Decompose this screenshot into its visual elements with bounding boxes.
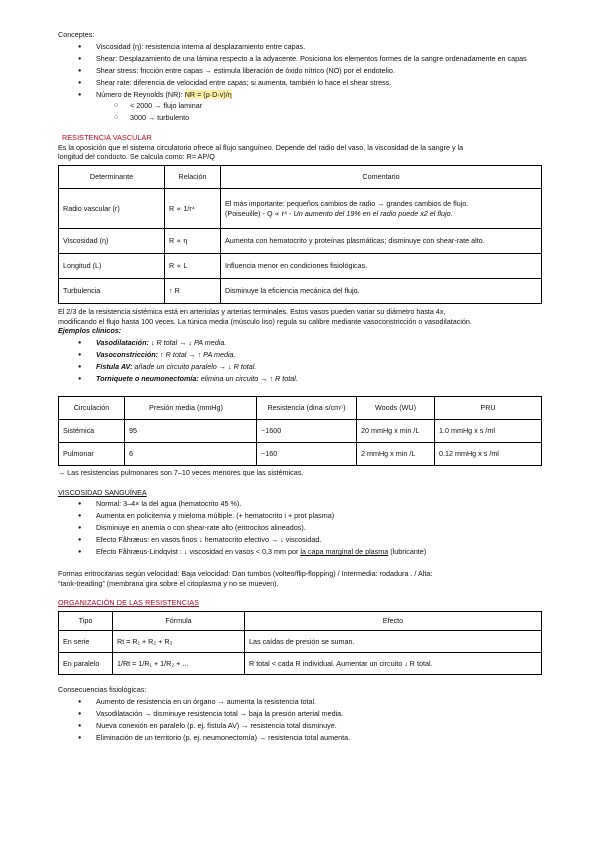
list-item: ● Shear stress: fricción entre capas → estimula liberación de óxido nítrico (NO) por el endotelio.: [58, 66, 542, 76]
table-row: [59, 279, 542, 304]
circulacion-table: [58, 396, 542, 466]
ejemplo-label: Fístula AV:: [96, 362, 133, 372]
conceptes-list: [58, 42, 542, 99]
poiseuille-note: Un aumento del 19% en el radio puede x2 el flujo.: [293, 208, 453, 218]
table-row: [59, 442, 542, 465]
table-header-cell: Presión media (mmHg): [125, 396, 257, 419]
conceptes-title: Conceptes:: [58, 30, 95, 39]
table-cell: 0.12 mmHg x s /ml: [435, 442, 542, 465]
lindqvist-underlined: la capa marginal de plasma: [300, 547, 389, 557]
list-item: ● Vasodilatación → disminuye resistencia total → baja la presión arterial media.: [58, 709, 542, 719]
formas-line1: Formas eritrocitarias según velocidad: Baja velocidad: Dan tumbos (volteo/flip-flopping) / Intermedia: rodadura . / Alta:: [58, 568, 433, 578]
table-row: [59, 189, 542, 229]
resistencia-intro-line1: Es la oposición que el sistema circulatorio ofrece al flujo sanguíneo. Depende del radio del vaso, la viscosidad de la sangre y la: [58, 142, 464, 152]
table-row: [59, 254, 542, 279]
table-cell: Radio vascular (r): [59, 189, 165, 229]
list-item: ● Normal: 3–4× la del agua (hematocrito 45 %).: [58, 499, 542, 509]
lindqvist-text: Efecto Fåhræus-Lindqvist : ↓ viscosidad en vasos < 0,3 mm por: [96, 547, 301, 557]
formas-line2: “tank-treading” (membrana gira sobre el citoplasma y no se mueven).: [58, 578, 279, 588]
table-header-cell: Fórmula: [113, 611, 245, 630]
ejemplo-text: ↑ R total → ↑ PA media.: [158, 350, 236, 360]
resistencia-intro-line2: longitud del conducto. Se calcula como: R= AP/Q: [58, 152, 215, 162]
table-cell: Viscosidad (η): [59, 229, 165, 254]
table-header-cell: Determinante: [59, 166, 165, 189]
table-cell: 2 mmHg x min /L: [357, 442, 435, 465]
list-item: ● Shear rate: diferencia de velocidad entre capas; si aumenta, también lo hace el shear stress.: [58, 78, 542, 88]
ejemplo-text: añade un circuito paralelo → ↓ R total.: [132, 362, 257, 372]
list-item: ● Nueva conexión en paralelo (p. ej. fístula AV) → resistencia total disminuye.: [58, 721, 542, 731]
table-cell: ~1600: [257, 419, 357, 442]
table-header-cell: Comentario: [221, 166, 542, 189]
table-row: [59, 652, 542, 674]
table-cell: En paralelo: [59, 652, 113, 674]
table-header-cell: Efecto: [245, 611, 542, 630]
list-item: ● Viscosidad (η): resistencia interna al desplazamiento entre capas.: [58, 42, 542, 52]
list-item: [58, 547, 542, 557]
ejemplo-label: Vasoconstricción:: [96, 350, 159, 360]
table-header-cell: Tipo: [59, 611, 113, 630]
viscosidad-list: [58, 499, 542, 556]
table-cell: R ∝ η: [165, 229, 221, 254]
table-cell: R ∝ L: [165, 254, 221, 279]
table-cell: Rt = R₁ + R₂ + R₃: [113, 630, 245, 652]
list-item: ● Aumento de resistencia en un órgano → aumenta la resistencia total.: [58, 697, 542, 707]
table-header-cell: Woods (WU): [357, 396, 435, 419]
list-item: ○ 3000 → turbulento: [102, 113, 542, 123]
table-cell: Influencia menor en condiciones fisiológicas.: [221, 254, 542, 279]
list-item: [58, 350, 542, 360]
table-cell: R ∝ 1/r⁴: [165, 189, 221, 229]
table-header-row: [59, 166, 542, 189]
reynolds-formula: NR = (ρ·D·v)/η: [184, 89, 232, 99]
table-cell: Las caídas de presión se suman.: [245, 630, 542, 652]
ejemplos-list: [58, 338, 542, 383]
table-cell: 6: [125, 442, 257, 465]
organizacion-table: [58, 611, 542, 675]
list-item: ● Shear: Desplazamiento de una lámina respecto a la adyacente. Posiciona los elementos formes de la sangre ordenadamente en capas: [58, 54, 542, 64]
table-cell: ↑ R: [165, 279, 221, 304]
list-item: [58, 374, 542, 384]
table-cell: ~160: [257, 442, 357, 465]
list-item: [58, 338, 542, 348]
section-heading-viscosidad: VISCOSIDAD SANGUÍNEA: [58, 487, 147, 497]
lindqvist-tail: (lubricante): [388, 547, 427, 557]
section-heading-resistencia: RESISTENCIA VASCULAR: [62, 132, 152, 142]
list-item: ○ < 2000 → flujo laminar: [102, 101, 542, 111]
table-row: [59, 229, 542, 254]
reynolds-label: Número de Reynolds (NR):: [96, 89, 183, 99]
list-item: ● Disminuye en anemia o con shear-rate alto (eritrocitos alineados).: [58, 523, 542, 533]
table-cell: Turbulencia: [59, 279, 165, 304]
table-cell: Aumenta con hematocrito y proteínas plasmáticas; disminuye con shear-rate alto.: [221, 229, 542, 254]
table-header-cell: PRU: [435, 396, 542, 419]
table-cell: Longitud (L): [59, 254, 165, 279]
list-item: ● Efecto Fåhræus: en vasos finos ↓ hematocrito efectivo → ↓ viscosidad.: [58, 535, 542, 545]
list-item: [58, 362, 542, 372]
table-cell: R total < cada R individual. Aumentar un circuito ↓ R total.: [245, 652, 542, 674]
resistencia-paragraph-line1: El 2/3 de la resistencia sistémica está en arteriolas y arterias terminales. Estos vasos pueden variar su diámetro hasta 4x,: [58, 307, 446, 317]
list-item: ● Eliminación de un territorio (p. ej. neumonectomía) → resistencia total aumenta.: [58, 733, 542, 743]
table-header-cell: Resistencia (dina·s/cm⁵): [257, 396, 357, 419]
table-header-cell: Relación: [165, 166, 221, 189]
table-cell: En serie: [59, 630, 113, 652]
section-heading-organizacion: ORGANIZACIÓN DE LAS RESISTENCIAS: [58, 598, 199, 608]
table-cell: 1/Rt = 1/R₁ + 1/R₂ + ...: [113, 652, 245, 674]
reynolds-sublist: [58, 101, 542, 122]
table-header-row: [59, 611, 542, 630]
consecuencias-list: [58, 697, 542, 742]
table-cell: Sistémica: [59, 419, 125, 442]
table-cell: 1.0 mmHg x s /ml: [435, 419, 542, 442]
ejemplo-label: Torniquete o neumonectomía:: [96, 374, 199, 384]
list-item: ● Aumenta en policitemia y mieloma múltiple. (+ hematocrito i + prot plasma): [58, 511, 542, 521]
table-cell: 95: [125, 419, 257, 442]
table-header-row: [59, 396, 542, 419]
ejemplo-text: elimina un circuito → ↑ R total.: [198, 374, 298, 384]
table-cell: Disminuye la eficiencia mecánica del flujo.: [221, 279, 542, 304]
comment-line: El más importante: pequeños cambios de radio → grandes cambios de flujo.: [225, 198, 469, 208]
ejemplos-title: Ejemplos clínicos:: [58, 326, 122, 336]
table-header-cell: Circulación: [59, 396, 125, 419]
table-cell: Pulmonar: [59, 442, 125, 465]
table-row: [59, 419, 542, 442]
circulacion-note: → Las resistencias pulmonares son 7–10 veces menores que las sistémicas.: [58, 467, 304, 477]
table-cell: 20 mmHg x min /L: [357, 419, 435, 442]
table-row: [59, 630, 542, 652]
consecuencias-title: Consecuencias fisiológicas:: [58, 684, 147, 694]
determinantes-table: [58, 165, 542, 304]
list-item: [58, 90, 542, 100]
comment-line: [225, 209, 537, 219]
poiseuille-text: (Poiseuille) - Q ∝ r⁴ -: [225, 208, 294, 218]
ejemplo-label: Vasodilatación:: [96, 338, 149, 348]
ejemplo-text: ↓ R total → ↓ PA media.: [148, 338, 227, 348]
table-cell: [221, 189, 542, 229]
resistencia-paragraph-line2: modificando el flujo hasta 100 veces. La túnica media (músculo liso) regula su calibre mediante vasoconstricción o vasodilatación.: [58, 316, 472, 326]
